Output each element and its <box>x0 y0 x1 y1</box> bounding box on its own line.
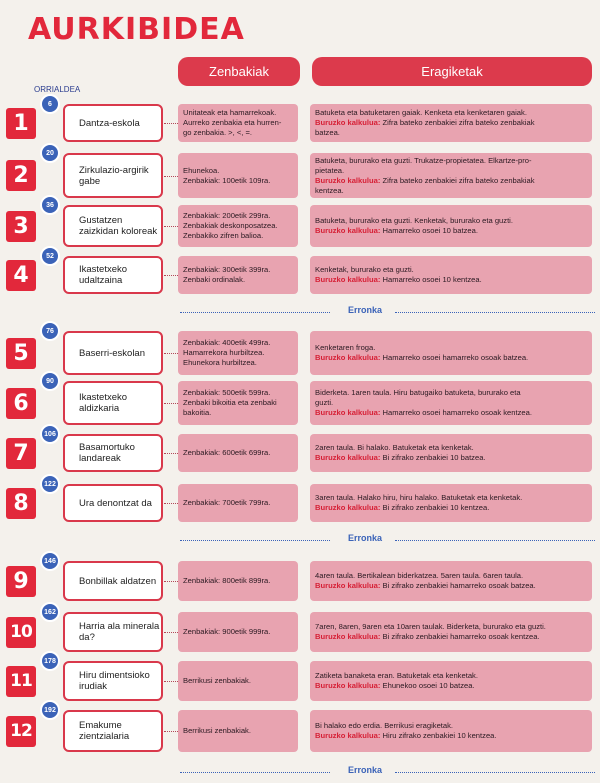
buruzko-kalkulua-line <box>315 226 587 236</box>
chapter-title-text: Zirkulazio-argirik gabe <box>79 164 149 187</box>
zenbakiak-line: Ehunekora hurbiltzea. <box>183 358 257 367</box>
chapter-title-text: Ikastetxeko udaltzaina <box>79 264 128 286</box>
eragiketak-line: 2aren taula. Bi halako. Batuketak eta kenketak. <box>315 443 474 452</box>
chapter-title <box>63 661 163 701</box>
buruzko-kalkulua-line <box>315 731 587 741</box>
page-number-badge: 178 <box>40 651 60 671</box>
buruzko-kalkulua-line <box>315 353 587 363</box>
unit-number: 9 <box>6 566 36 597</box>
eragiketak-cell <box>310 484 592 522</box>
unit-number: 4 <box>6 260 36 291</box>
chapter-title-text: Bonbillak aldatzen <box>79 575 157 587</box>
chapter-title <box>63 205 163 247</box>
buruzko-kalkulua-line <box>315 632 587 642</box>
buruzko-kalkulua-line <box>315 408 587 418</box>
zenbakiak-cell <box>178 331 298 375</box>
eragiketak-cell <box>310 661 592 701</box>
separator-line <box>180 772 330 773</box>
zenbakiak-line: Zenbaki bikoitia eta zenbaki <box>183 398 277 407</box>
buruzko-kalkulua-line <box>315 176 587 186</box>
buruzko-kalkulua-line <box>315 503 587 513</box>
zenbakiak-line: Zenbaki ordinalak. <box>183 275 246 284</box>
dotted-connector <box>164 681 178 682</box>
erronka-label: Erronka <box>347 765 382 775</box>
unit-number: 2 <box>6 160 36 191</box>
zenbakiak-line: Zenbakiak: 100etik 109ra. <box>183 175 271 185</box>
chapter-title-text: Hiru dimentsioko irudiak <box>79 670 150 692</box>
zenbakiak-line: Ehunekoa. <box>183 165 220 175</box>
zenbakiak-line: Berrikusi zenbakiak. <box>183 726 251 735</box>
buruzko-kalkulua-label: Buruzko kalkulua: <box>315 731 381 740</box>
erronka-separator <box>0 765 600 779</box>
chapter-title-text: Basamortuko landareak <box>79 442 135 464</box>
buruzko-kalkulua-label: Buruzko kalkulua: <box>315 275 381 284</box>
chapter-title-text: Baserri-eskolan <box>79 347 145 359</box>
eragiketak-line: pietatea. <box>315 165 345 175</box>
chapter-title <box>63 561 163 601</box>
buruzko-kalkulua-line <box>315 581 587 591</box>
eragiketak-cell <box>310 153 592 198</box>
unit-number: 7 <box>6 438 36 469</box>
buruzko-kalkulua-text: Ehunekoo osoei 10 batzea. <box>382 681 475 690</box>
page-number-badge: 6 <box>40 94 60 114</box>
zenbakiak-line: Hamarrekora hurbiltzea. <box>183 348 265 357</box>
eragiketak-line: 3aren taula. Halako hiru, hiru halako. Batuketak eta kenketak. <box>315 493 523 502</box>
separator-line <box>180 540 330 541</box>
dotted-connector <box>164 403 178 404</box>
zenbakiak-cell <box>178 434 298 472</box>
zenbakiak-line: Zenbakiak deskonposatzea. <box>183 221 278 230</box>
buruzko-kalkulua-text: Zifra bateko zenbakiei zifra bateko zenbakiak <box>382 175 535 185</box>
buruzko-kalkulua-text: Bi zifrako zenbakiei hamarreko osoak batzea. <box>382 581 536 590</box>
zenbakiak-cell <box>178 612 298 652</box>
page-number-badge: 36 <box>40 195 60 215</box>
chapter-title-text: Emakume zientzialaria <box>79 720 130 742</box>
chapter-title-text: Harria ala minerala da? <box>79 621 160 643</box>
page-number-badge: 52 <box>40 246 60 266</box>
eragiketak-line: Batuketa, bururako eta guzti. Kenketak, bururako eta guzti. <box>315 216 513 225</box>
separator-line <box>395 312 595 313</box>
eragiketak-cell <box>310 381 592 425</box>
buruzko-kalkulua-text: Zifra bateko zenbakiei zifra bateko zenbakiak <box>382 118 535 127</box>
chapter-title <box>63 381 163 425</box>
unit-number: 8 <box>6 488 36 519</box>
page-number-badge: 146 <box>40 551 60 571</box>
separator-line <box>395 772 595 773</box>
page-column-label: ORRIALDEA <box>34 85 81 94</box>
eragiketak-line: Zatiketa banaketa eran. Batuketak eta kenketak. <box>315 671 478 680</box>
chapter-title-text: Ura denontzat da <box>79 497 152 509</box>
buruzko-kalkulua-label: Buruzko kalkulua: <box>315 581 381 590</box>
unit-number: 3 <box>6 211 36 242</box>
zenbakiak-line: Zenbakiko zifren balioa. <box>183 231 264 240</box>
zenbakiak-line: Zenbakiak: 800etik 899ra. <box>183 576 271 585</box>
zenbakiak-cell <box>178 256 298 294</box>
dotted-connector <box>164 503 178 504</box>
dotted-connector <box>164 176 178 177</box>
zenbakiak-line: Zenbakiak: 400etik 499ra. <box>183 338 271 347</box>
buruzko-kalkulua-line <box>315 118 587 128</box>
buruzko-kalkulua-text: Hamarreko osoei 10 kentzea. <box>382 275 482 284</box>
buruzko-kalkulua-label: Buruzko kalkulua: <box>315 681 381 690</box>
page-title: AURKIBIDEA <box>28 12 245 47</box>
chapter-title <box>63 256 163 294</box>
page-number-badge: 90 <box>40 371 60 391</box>
page-number-badge: 106 <box>40 424 60 444</box>
buruzko-kalkulua-line <box>315 681 587 691</box>
buruzko-kalkulua-line <box>315 275 587 285</box>
dotted-connector <box>164 731 178 732</box>
zenbakiak-cell <box>178 484 298 522</box>
unit-number: 12 <box>6 716 36 747</box>
zenbakiak-cell <box>178 561 298 601</box>
eragiketak-cell <box>310 710 592 752</box>
eragiketak-line: Kenketak, bururako eta guzti. <box>315 265 414 274</box>
eragiketak-cell <box>310 331 592 375</box>
zenbakiak-line: Zenbakiak: 500etik 599ra. <box>183 388 271 397</box>
zenbakiak-cell <box>178 153 298 198</box>
zenbakiak-line: Zenbakiak: 900etik 999ra. <box>183 627 271 636</box>
zenbakiak-line: bakoitia. <box>183 408 212 417</box>
eragiketak-line: Batuketa eta batuketaren gaiak. Kenketa eta kenketaren gaiak. <box>315 108 527 117</box>
zenbakiak-line: Unitateak eta hamarrekoak. <box>183 108 277 117</box>
eragiketak-line: guzti. <box>315 398 334 407</box>
dotted-connector <box>164 353 178 354</box>
eragiketak-line: Kenketaren froga. <box>315 343 376 352</box>
eragiketak-cell <box>310 612 592 652</box>
zenbakiak-line: Zenbakiak: 700etik 799ra. <box>183 498 271 507</box>
zenbakiak-cell <box>178 381 298 425</box>
buruzko-kalkulua-text: Hamarreko osoei hamarreko osoak kentzea. <box>382 408 532 417</box>
eragiketak-line: Bi halako edo erdia. Berrikusi eragiketak. <box>315 721 454 730</box>
buruzko-kalkulua-text: Hamarreko osoei hamarreko osoak batzea. <box>382 353 529 362</box>
buruzko-kalkulua-label: Buruzko kalkulua: <box>315 175 381 185</box>
buruzko-kalkulua-text: Bi zifrako zenbakiei hamarreko osoak kentzea. <box>382 632 540 641</box>
unit-number: 10 <box>6 617 36 648</box>
unit-number: 11 <box>6 666 36 697</box>
unit-number: 5 <box>6 338 36 369</box>
unit-number: 6 <box>6 388 36 419</box>
dotted-connector <box>164 632 178 633</box>
dotted-connector <box>164 581 178 582</box>
buruzko-kalkulua-label: Buruzko kalkulua: <box>315 453 381 462</box>
buruzko-kalkulua-label: Buruzko kalkulua: <box>315 226 381 235</box>
chapter-title <box>63 484 163 522</box>
eragiketak-cell <box>310 561 592 601</box>
eragiketak-cell <box>310 205 592 247</box>
zenbakiak-cell <box>178 710 298 752</box>
dotted-connector <box>164 275 178 276</box>
buruzko-kalkulua-label: Buruzko kalkulua: <box>315 503 381 512</box>
separator-line <box>395 540 595 541</box>
zenbakiak-cell <box>178 661 298 701</box>
buruzko-kalkulua-text: Bi zifrako zenbakiei 10 batzea. <box>382 453 486 462</box>
zenbakiak-line: Zenbakiak: 300etik 399ra. <box>183 265 271 274</box>
zenbakiak-line: Zenbakiak: 200etik 299ra. <box>183 211 271 220</box>
buruzko-kalkulua-label: Buruzko kalkulua: <box>315 632 381 641</box>
eragiketak-cell <box>310 104 592 142</box>
chapter-title <box>63 104 163 142</box>
separator-line <box>180 312 330 313</box>
eragiketak-cell <box>310 434 592 472</box>
zenbakiak-cell <box>178 205 298 247</box>
zenbakiak-line: Zenbakiak: 600etik 699ra. <box>183 448 271 457</box>
chapter-title-text: Dantza-eskola <box>79 117 140 129</box>
buruzko-kalkulua-text: Hamarreko osoei 10 batzea. <box>382 226 478 235</box>
unit-number: 1 <box>6 108 36 139</box>
zenbakiak-line: go zenbakia. >, <, =. <box>183 128 253 137</box>
page-number-badge: 162 <box>40 602 60 622</box>
page-number-badge: 76 <box>40 321 60 341</box>
erronka-label: Erronka <box>347 533 382 543</box>
erronka-label: Erronka <box>347 305 382 315</box>
buruzko-kalkulua-label: Buruzko kalkulua: <box>315 353 381 362</box>
buruzko-kalkulua-line <box>315 453 587 463</box>
buruzko-kalkulua-cont: kentzea. <box>315 185 344 195</box>
chapter-title <box>63 331 163 375</box>
eragiketak-line: 4aren taula. Bertikalean biderkatzea. 5aren taula. 6aren taula. <box>315 571 524 580</box>
dotted-connector <box>164 123 178 124</box>
chapter-title <box>63 434 163 472</box>
chapter-title <box>63 612 163 652</box>
chapter-title-text: Gustatzen zaizkidan koloreak <box>79 215 158 237</box>
chapter-title-text: Ikastetxeko aldizkaria <box>79 392 128 414</box>
erronka-separator <box>0 533 600 547</box>
zenbakiak-cell <box>178 104 298 142</box>
eragiketak-line: 7aren, 8aren, 9aren eta 10aren taulak. Biderketa, bururako eta guzti. <box>315 622 546 631</box>
eragiketak-cell <box>310 256 592 294</box>
buruzko-kalkulua-label: Buruzko kalkulua: <box>315 118 381 127</box>
erronka-separator <box>0 305 600 319</box>
eragiketak-header: Eragiketak <box>312 57 592 86</box>
chapter-title <box>63 710 163 752</box>
buruzko-kalkulua-text: Bi zifrako zenbakiei 10 kentzea. <box>382 503 490 512</box>
buruzko-kalkulua-cont: batzea. <box>315 128 340 137</box>
page-number-badge: 122 <box>40 474 60 494</box>
chapter-title <box>63 153 163 198</box>
eragiketak-line: Biderketa. 1aren taula. Hiru batugaiko batuketa, bururako eta <box>315 388 521 397</box>
buruzko-kalkulua-text: Hiru zifrako zenbakiei 10 kentzea. <box>382 731 497 740</box>
dotted-connector <box>164 226 178 227</box>
dotted-connector <box>164 453 178 454</box>
zenbakiak-line: Aurreko zenbakia eta hurren- <box>183 118 282 127</box>
eragiketak-line: Batuketa, bururako eta guzti. Trukatze-propietatea. Elkartze-pro- <box>315 155 532 165</box>
page-number-badge: 192 <box>40 700 60 720</box>
zenbakiak-line: Berrikusi zenbakiak. <box>183 676 251 685</box>
page-number-badge: 20 <box>40 143 60 163</box>
buruzko-kalkulua-label: Buruzko kalkulua: <box>315 408 381 417</box>
zenbakiak-header: Zenbakiak <box>178 57 300 86</box>
